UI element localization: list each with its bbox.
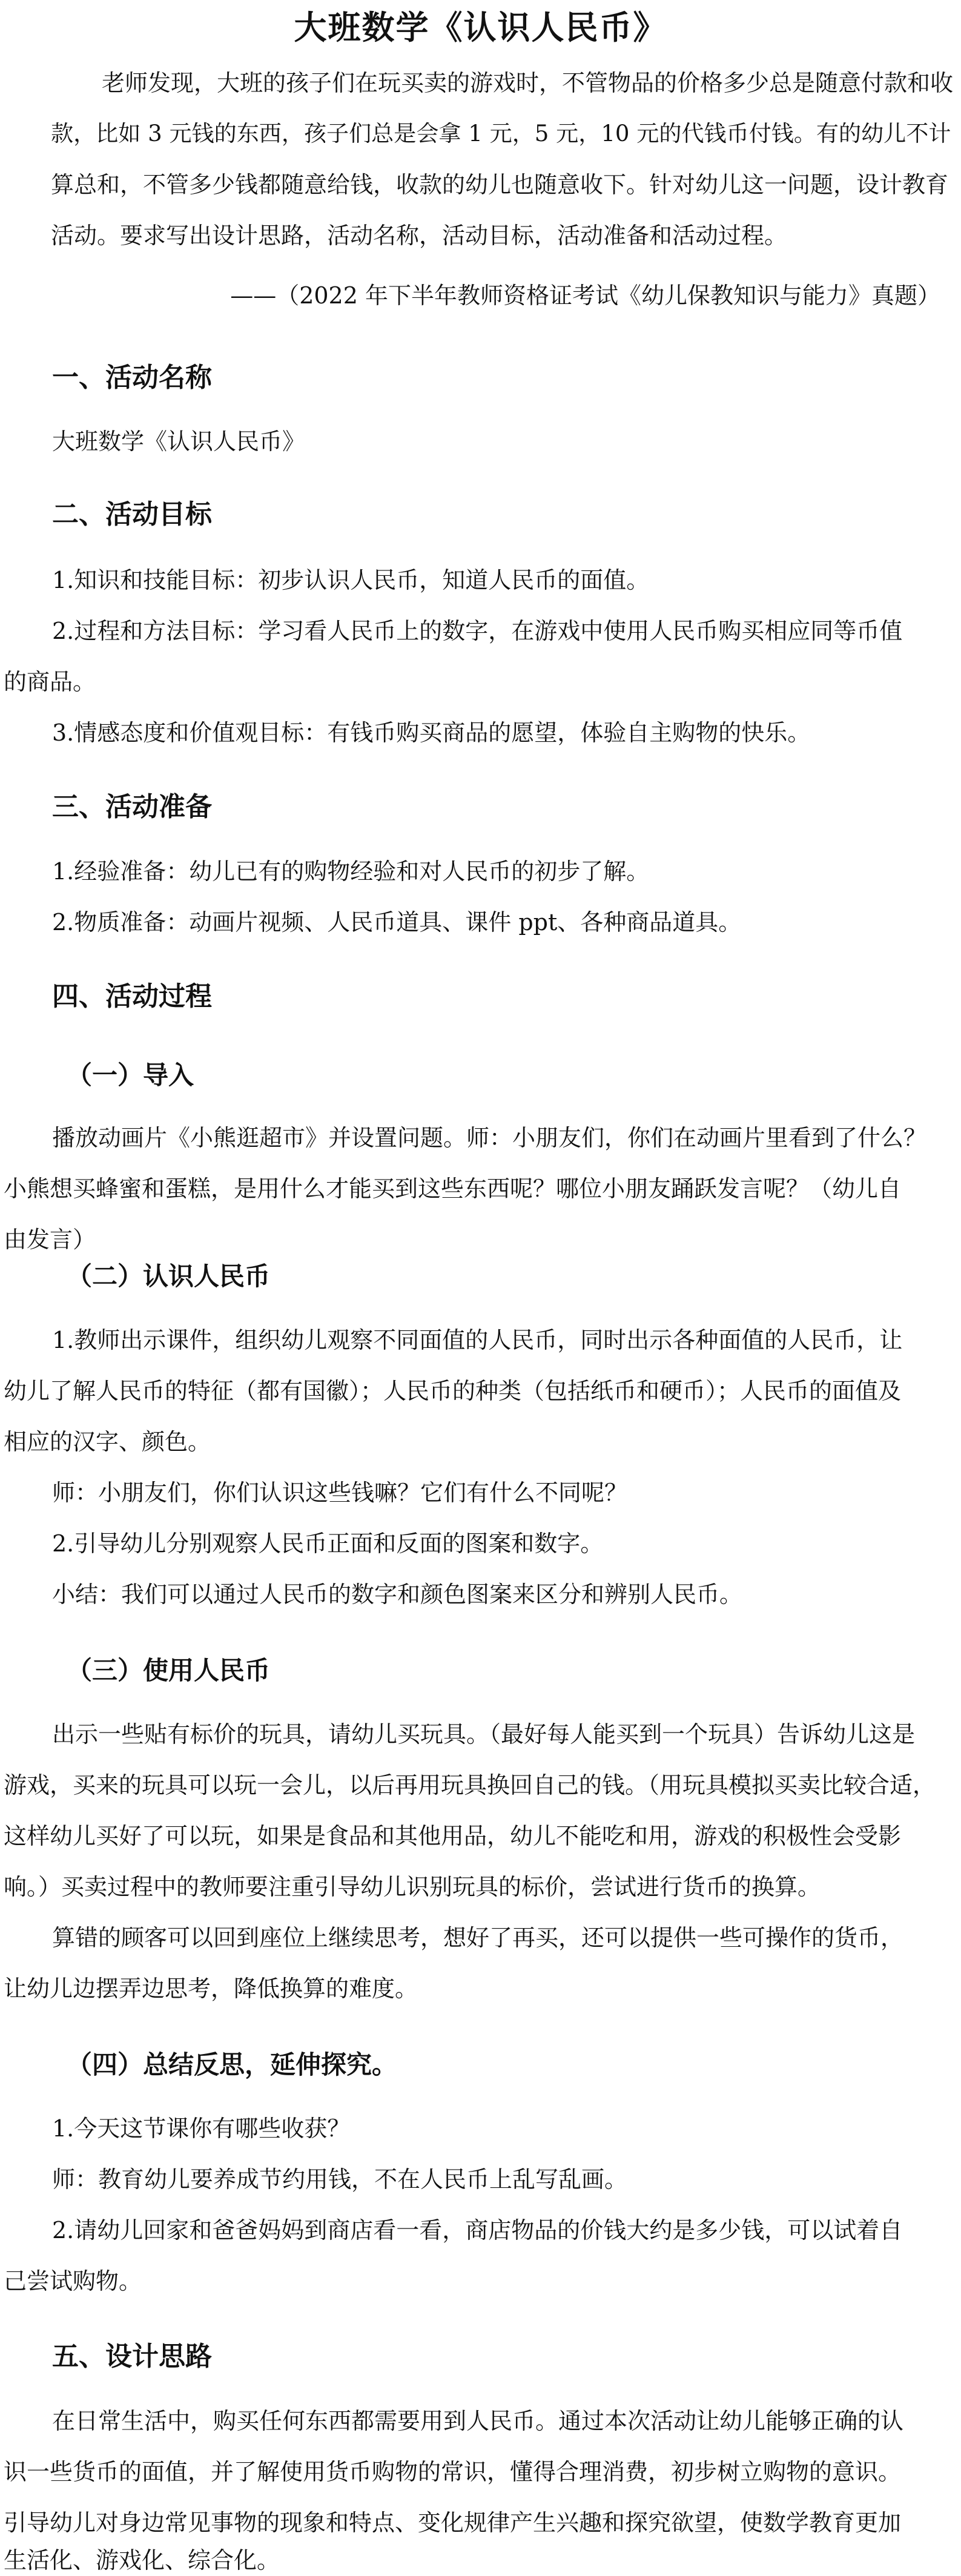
summary-line-4: 己尝试购物。 [4, 2268, 142, 2294]
subheading-summary [67, 2047, 397, 2082]
goal-item-3: 3.情感态度和价值观目标：有钱币购买商品的愿望，体验自主购物的快乐。 [52, 719, 811, 746]
goal-item-2-line-1: 2.过程和方法目标：学习看人民币上的数字，在游戏中使用人民币购买相应同等币值 [52, 618, 903, 644]
summary-line-2: 师：教育幼儿要养成节约用钱，不在人民币上乱写乱画。 [52, 2166, 628, 2193]
subheading-number: （二） [67, 1261, 144, 1291]
use-rmb-line-1: 出示一些贴有标价的玩具，请幼儿买玩具。（最好每人能买到一个玩具）告诉幼儿这是 [52, 1721, 916, 1748]
intro-line-3: 由发言） [4, 1226, 96, 1253]
design-line-1: 在日常生活中，购买任何东西都需要用到人民币。通过本次活动让幼儿能够正确的认 [52, 2408, 904, 2434]
subheading-text: 总结反思，延伸探究。 [143, 2050, 398, 2079]
summary-line-3: 2.请幼儿回家和爸爸妈妈到商店看一看，商店物品的价钱大约是多少钱，可以试着自 [52, 2217, 903, 2244]
question-line-2: 款，比如 3 元钱的东西，孩子们总是会拿 1 元，5 元，10 元的代钱币付钱。有的幼儿不计 [51, 121, 951, 147]
design-line-4: 生活化、游戏化、综合化。 [4, 2547, 280, 2574]
use-rmb-line-2: 游戏，买来的玩具可以玩一会儿，以后再用玩具换回自己的钱。（用玩具模拟买卖比较合适， [4, 1772, 936, 1798]
subheading-know-rmb [67, 1259, 270, 1294]
document-title: 大班数学《认识人民币》 [294, 8, 667, 47]
intro-line-2: 小熊想买蜂蜜和蛋糕，是用什么才能买到这些东西呢？哪位小朋友踊跃发言呢？（幼儿自 [4, 1175, 902, 1202]
design-line-2: 识一些货币的面值，并了解使用货币购物的常识，懂得合理消费，初步树立购物的意识。 [4, 2459, 902, 2485]
subheading-text: 认识人民币 [143, 1261, 271, 1291]
know-rmb-line-3: 相应的汉字、颜色。 [4, 1428, 211, 1455]
know-rmb-line-6: 小结：我们可以通过人民币的数字和颜色图案来区分和辨别人民币。 [52, 1581, 743, 1608]
know-rmb-line-4: 师：小朋友们，你们认识这些钱嘛？它们有什么不同呢？ [52, 1479, 628, 1506]
goal-item-1: 1.知识和技能目标：初步认识人民币，知道人民币的面值。 [52, 567, 650, 593]
use-rmb-line-3: 这样幼儿买好了可以玩，如果是食品和其他用品，幼儿不能吃和用，游戏的积极性会受影 [4, 1823, 902, 1849]
know-rmb-line-2: 幼儿了解人民币的特征（都有国徽）；人民币的种类（包括纸币和硬币）；人民币的面值及 [4, 1378, 902, 1404]
subheading-number: （一） [67, 1060, 144, 1090]
use-rmb-line-4: 响。）买卖过程中的教师要注重引导幼儿识别玩具的标价，尝试进行货币的换算。 [4, 1874, 821, 1900]
subheading-text: 使用人民币 [143, 1656, 271, 1685]
subheading-intro [67, 1058, 194, 1093]
section-heading-activity-process: 四、活动过程 [52, 981, 212, 1012]
question-line-3: 算总和，不管多少钱都随意给钱，收款的幼儿也随意收下。针对幼儿这一问题，设计教育 [51, 171, 949, 198]
know-rmb-line-5: 2.引导幼儿分别观察人民币正面和反面的图案和数字。 [52, 1530, 604, 1557]
section-heading-design-ideas: 五、设计思路 [52, 2341, 212, 2372]
design-line-3: 引导幼儿对身边常见事物的现象和特点、变化规律产生兴趣和探究欲望，使数学教育更加 [4, 2509, 902, 2536]
know-rmb-line-1: 1.教师出示课件，组织幼儿观察不同面值的人民币，同时出示各种面值的人民币，让 [52, 1327, 903, 1353]
section-heading-activity-goals: 二、活动目标 [52, 499, 212, 530]
subheading-number: （三） [67, 1656, 144, 1685]
question-source: ——（2022 年下半年教师资格证考试《幼儿保教知识与能力》真题） [230, 282, 940, 309]
use-rmb-line-6: 让幼儿边摆弄边思考，降低换算的难度。 [4, 1975, 418, 2002]
section-heading-activity-name: 一、活动名称 [52, 362, 212, 393]
preparation-item-1: 1.经验准备：幼儿已有的购物经验和对人民币的初步了解。 [52, 858, 650, 885]
activity-name-text: 大班数学《认识人民币》 [52, 428, 306, 455]
subheading-use-rmb [67, 1653, 270, 1688]
use-rmb-line-5: 算错的顾客可以回到座位上继续思考，想好了再买，还可以提供一些可操作的货币， [52, 1924, 904, 1951]
preparation-item-2: 2.物质准备：动画片视频、人民币道具、课件 ppt、各种商品道具。 [52, 909, 742, 936]
goal-item-2-line-2: 的商品。 [4, 669, 96, 695]
intro-line-1: 播放动画片《小熊逛超市》并设置问题。师：小朋友们，你们在动画片里看到了什么？ [52, 1125, 927, 1151]
subheading-number: （四） [67, 2050, 144, 2079]
subheading-text: 导入 [143, 1060, 194, 1090]
section-heading-activity-preparation: 三、活动准备 [52, 791, 212, 822]
summary-line-1: 1.今天这节课你有哪些收获？ [52, 2115, 351, 2142]
question-line-1: 老师发现，大班的孩子们在玩买卖的游戏时，不管物品的价格多少总是随意付款和收 [102, 70, 954, 96]
question-line-4: 活动。要求写出设计思路，活动名称，活动目标，活动准备和活动过程。 [51, 222, 788, 249]
